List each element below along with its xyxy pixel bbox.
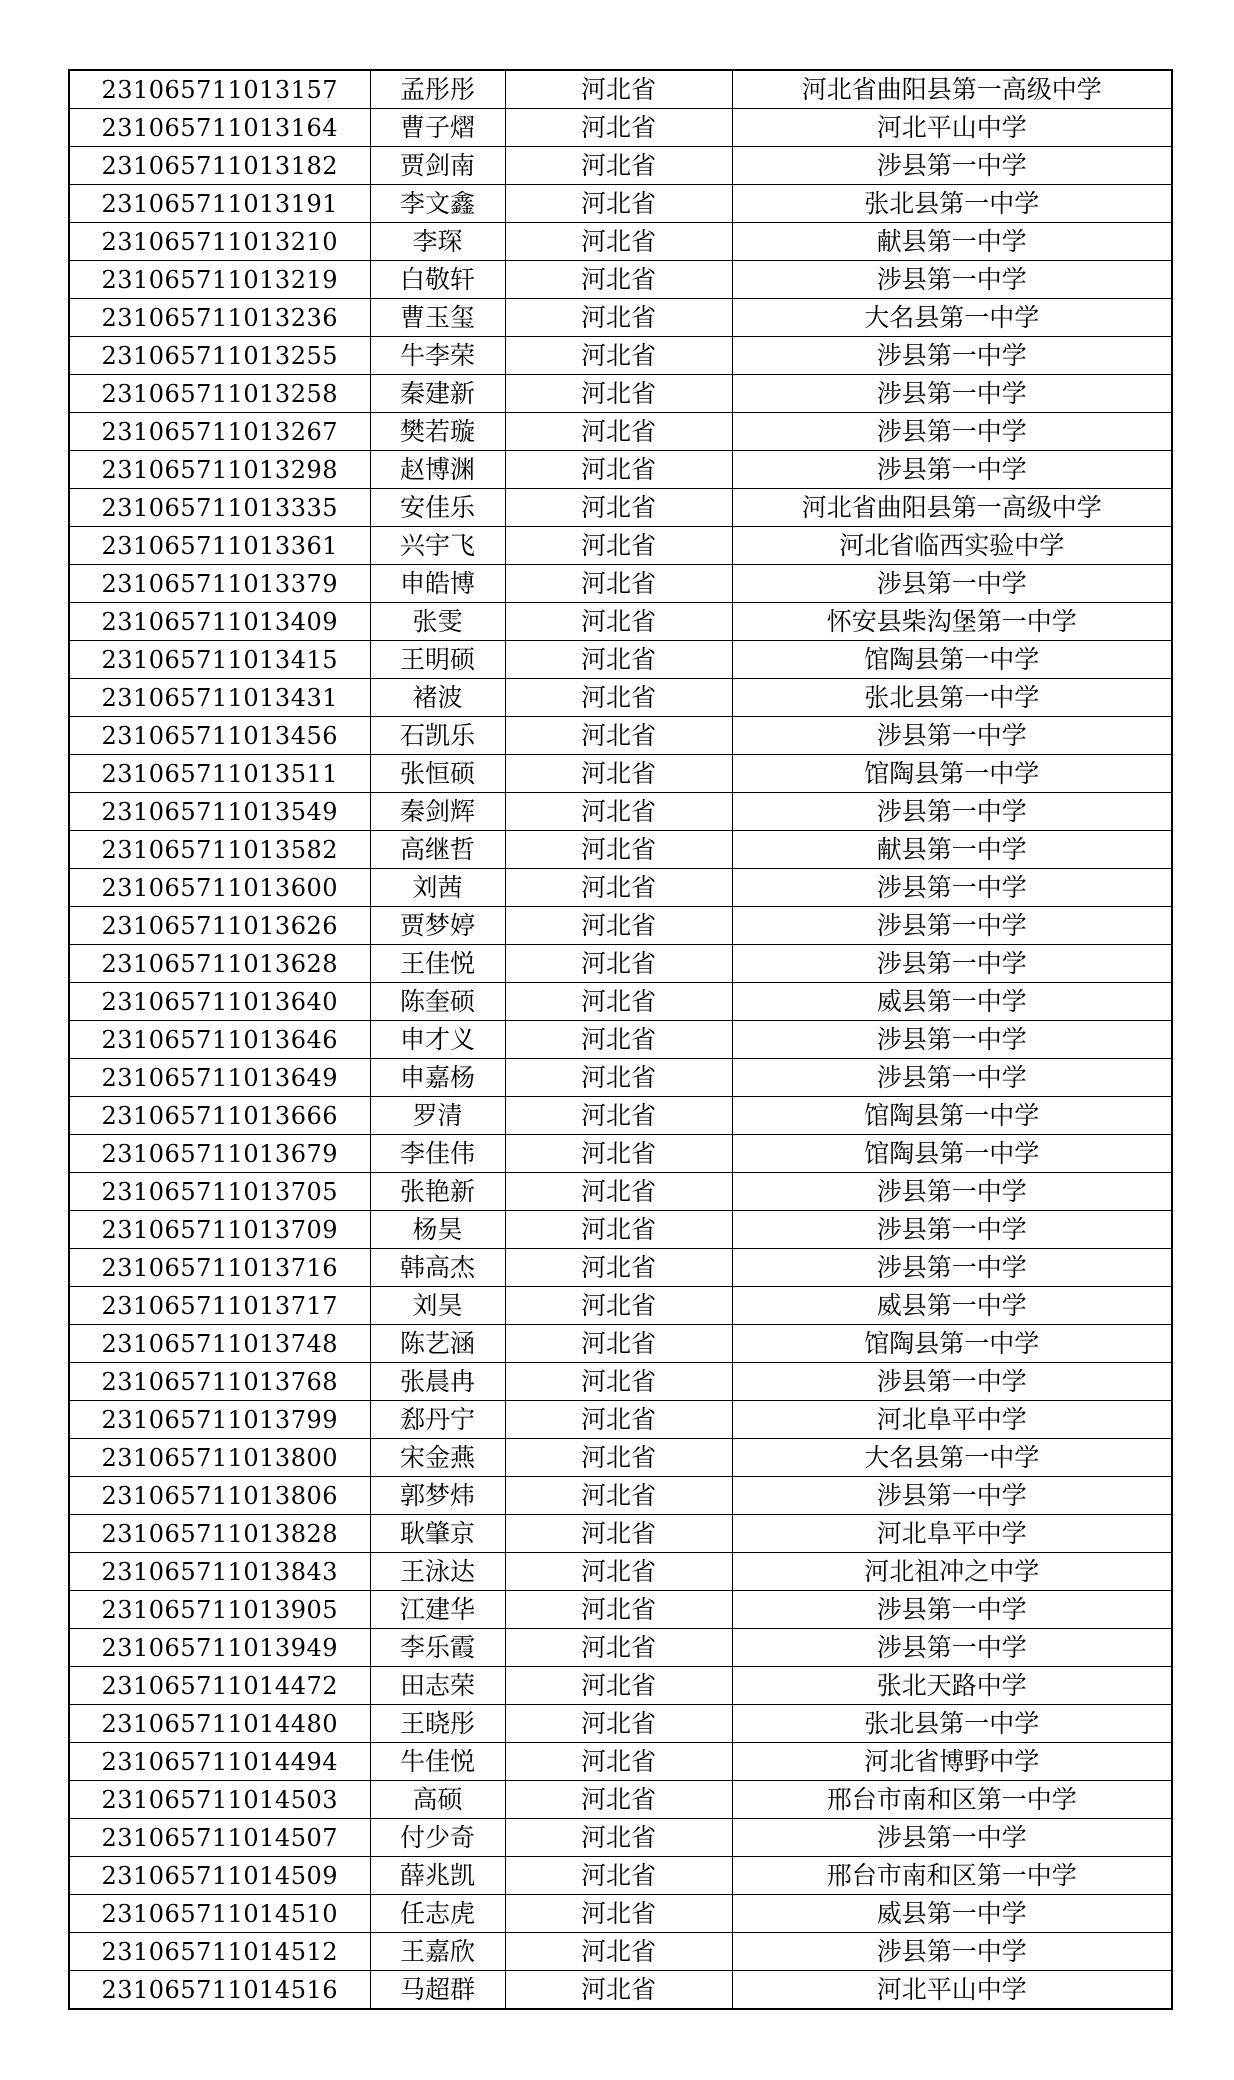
cell-student-name: 张晨冉 — [370, 1363, 505, 1401]
cell-province: 河北省 — [505, 1401, 732, 1439]
cell-province: 河北省 — [505, 1249, 732, 1287]
cell-school: 张北县第一中学 — [732, 679, 1172, 717]
cell-province: 河北省 — [505, 603, 732, 641]
cell-exam-id: 231065711013409 — [69, 603, 370, 641]
cell-student-name: 王泳达 — [370, 1553, 505, 1591]
cell-exam-id: 231065711013164 — [69, 109, 370, 147]
cell-school: 河北祖冲之中学 — [732, 1553, 1172, 1591]
cell-exam-id: 231065711013949 — [69, 1629, 370, 1667]
table-row — [69, 451, 1172, 489]
cell-school: 涉县第一中学 — [732, 1211, 1172, 1249]
cell-student-name: 高硕 — [370, 1781, 505, 1819]
cell-school: 张北天路中学 — [732, 1667, 1172, 1705]
cell-school: 河北省曲阳县第一高级中学 — [732, 70, 1172, 109]
table-row — [69, 413, 1172, 451]
cell-student-name: 白敬轩 — [370, 261, 505, 299]
cell-exam-id: 231065711013258 — [69, 375, 370, 413]
cell-province: 河北省 — [505, 223, 732, 261]
cell-exam-id: 231065711013431 — [69, 679, 370, 717]
cell-exam-id: 231065711013182 — [69, 147, 370, 185]
cell-exam-id: 231065711013640 — [69, 983, 370, 1021]
cell-school: 河北省曲阳县第一高级中学 — [732, 489, 1172, 527]
cell-student-name: 韩高杰 — [370, 1249, 505, 1287]
cell-exam-id: 231065711013335 — [69, 489, 370, 527]
cell-school: 河北平山中学 — [732, 1971, 1172, 2010]
cell-student-name: 申才义 — [370, 1021, 505, 1059]
cell-student-name: 陈奎硕 — [370, 983, 505, 1021]
cell-exam-id: 231065711013716 — [69, 1249, 370, 1287]
cell-student-name: 李文鑫 — [370, 185, 505, 223]
cell-exam-id: 231065711013298 — [69, 451, 370, 489]
cell-school: 馆陶县第一中学 — [732, 1135, 1172, 1173]
cell-student-name: 陈艺涵 — [370, 1325, 505, 1363]
cell-school: 张北县第一中学 — [732, 185, 1172, 223]
table-row — [69, 755, 1172, 793]
cell-student-name: 樊若璇 — [370, 413, 505, 451]
cell-school: 涉县第一中学 — [732, 1249, 1172, 1287]
cell-school: 威县第一中学 — [732, 1287, 1172, 1325]
cell-school: 河北阜平中学 — [732, 1515, 1172, 1553]
cell-province: 河北省 — [505, 1819, 732, 1857]
cell-school: 张北县第一中学 — [732, 1705, 1172, 1743]
cell-student-name: 秦剑辉 — [370, 793, 505, 831]
cell-province: 河北省 — [505, 413, 732, 451]
table-row — [69, 1363, 1172, 1401]
cell-student-name: 耿肇京 — [370, 1515, 505, 1553]
cell-exam-id: 231065711013705 — [69, 1173, 370, 1211]
table-row — [69, 1743, 1172, 1781]
cell-exam-id: 231065711013219 — [69, 261, 370, 299]
cell-student-name: 张雯 — [370, 603, 505, 641]
table-row — [69, 793, 1172, 831]
cell-exam-id: 231065711013210 — [69, 223, 370, 261]
cell-school: 涉县第一中学 — [732, 1591, 1172, 1629]
table-row — [69, 1591, 1172, 1629]
cell-exam-id: 231065711013843 — [69, 1553, 370, 1591]
table-row — [69, 375, 1172, 413]
cell-school: 威县第一中学 — [732, 983, 1172, 1021]
table-row — [69, 261, 1172, 299]
cell-school: 涉县第一中学 — [732, 907, 1172, 945]
table-row — [69, 1173, 1172, 1211]
cell-exam-id: 231065711013236 — [69, 299, 370, 337]
cell-province: 河北省 — [505, 793, 732, 831]
table-row — [69, 1553, 1172, 1591]
cell-school: 馆陶县第一中学 — [732, 641, 1172, 679]
table-row — [69, 1819, 1172, 1857]
cell-school: 涉县第一中学 — [732, 147, 1172, 185]
cell-province: 河北省 — [505, 1021, 732, 1059]
cell-school: 涉县第一中学 — [732, 869, 1172, 907]
cell-exam-id: 231065711014472 — [69, 1667, 370, 1705]
cell-school: 涉县第一中学 — [732, 945, 1172, 983]
table-row — [69, 907, 1172, 945]
cell-exam-id: 231065711013646 — [69, 1021, 370, 1059]
table-row — [69, 1515, 1172, 1553]
cell-student-name: 田志荣 — [370, 1667, 505, 1705]
cell-school: 涉县第一中学 — [732, 1629, 1172, 1667]
cell-province: 河北省 — [505, 109, 732, 147]
cell-province: 河北省 — [505, 1895, 732, 1933]
table-row — [69, 109, 1172, 147]
cell-student-name: 郄丹宁 — [370, 1401, 505, 1439]
cell-province: 河北省 — [505, 1705, 732, 1743]
cell-student-name: 王佳悦 — [370, 945, 505, 983]
cell-province: 河北省 — [505, 1667, 732, 1705]
cell-school: 威县第一中学 — [732, 1895, 1172, 1933]
cell-school: 涉县第一中学 — [732, 261, 1172, 299]
cell-school: 馆陶县第一中学 — [732, 1325, 1172, 1363]
cell-school: 涉县第一中学 — [732, 717, 1172, 755]
cell-exam-id: 231065711013415 — [69, 641, 370, 679]
cell-exam-id: 231065711013768 — [69, 1363, 370, 1401]
table-row — [69, 1895, 1172, 1933]
cell-student-name: 付少奇 — [370, 1819, 505, 1857]
table-row — [69, 1325, 1172, 1363]
table-row — [69, 717, 1172, 755]
cell-exam-id: 231065711013267 — [69, 413, 370, 451]
table-row — [69, 1781, 1172, 1819]
cell-school: 涉县第一中学 — [732, 1477, 1172, 1515]
cell-student-name: 曹玉玺 — [370, 299, 505, 337]
table-row — [69, 1933, 1172, 1971]
cell-province: 河北省 — [505, 1781, 732, 1819]
cell-province: 河北省 — [505, 1173, 732, 1211]
cell-student-name: 牛佳悦 — [370, 1743, 505, 1781]
cell-school: 邢台市南和区第一中学 — [732, 1857, 1172, 1895]
cell-student-name: 刘昊 — [370, 1287, 505, 1325]
cell-school: 涉县第一中学 — [732, 375, 1172, 413]
cell-student-name: 赵博渊 — [370, 451, 505, 489]
table-row — [69, 1629, 1172, 1667]
cell-school: 涉县第一中学 — [732, 337, 1172, 375]
cell-exam-id: 231065711014507 — [69, 1819, 370, 1857]
table-row — [69, 1705, 1172, 1743]
table-row — [69, 1097, 1172, 1135]
cell-province: 河北省 — [505, 1971, 732, 2010]
cell-school: 河北省临西实验中学 — [732, 527, 1172, 565]
table-row — [69, 70, 1172, 109]
cell-exam-id: 231065711013379 — [69, 565, 370, 603]
cell-province: 河北省 — [505, 1743, 732, 1781]
cell-exam-id: 231065711013800 — [69, 1439, 370, 1477]
table-row — [69, 1135, 1172, 1173]
cell-exam-id: 231065711013905 — [69, 1591, 370, 1629]
table-row — [69, 1249, 1172, 1287]
cell-province: 河北省 — [505, 945, 732, 983]
cell-school: 涉县第一中学 — [732, 1059, 1172, 1097]
cell-province: 河北省 — [505, 565, 732, 603]
cell-province: 河北省 — [505, 261, 732, 299]
cell-exam-id: 231065711013649 — [69, 1059, 370, 1097]
cell-school: 涉县第一中学 — [732, 1173, 1172, 1211]
table-row — [69, 831, 1172, 869]
cell-student-name: 刘茜 — [370, 869, 505, 907]
cell-school: 涉县第一中学 — [732, 1363, 1172, 1401]
table-row — [69, 147, 1172, 185]
cell-student-name: 王晓彤 — [370, 1705, 505, 1743]
cell-exam-id: 231065711014510 — [69, 1895, 370, 1933]
cell-province: 河北省 — [505, 70, 732, 109]
cell-exam-id: 231065711013511 — [69, 755, 370, 793]
cell-student-name: 贾剑南 — [370, 147, 505, 185]
cell-exam-id: 231065711013191 — [69, 185, 370, 223]
cell-school: 涉县第一中学 — [732, 1021, 1172, 1059]
cell-province: 河北省 — [505, 451, 732, 489]
cell-province: 河北省 — [505, 679, 732, 717]
cell-student-name: 贾梦婷 — [370, 907, 505, 945]
cell-exam-id: 231065711014503 — [69, 1781, 370, 1819]
cell-province: 河北省 — [505, 717, 732, 755]
table-row — [69, 1971, 1172, 2010]
cell-student-name: 杨昊 — [370, 1211, 505, 1249]
table-row — [69, 1477, 1172, 1515]
cell-province: 河北省 — [505, 831, 732, 869]
table-row — [69, 983, 1172, 1021]
table-row — [69, 185, 1172, 223]
table-row — [69, 527, 1172, 565]
cell-province: 河北省 — [505, 1591, 732, 1629]
cell-province: 河北省 — [505, 489, 732, 527]
table-row — [69, 565, 1172, 603]
cell-province: 河北省 — [505, 1515, 732, 1553]
cell-student-name: 安佳乐 — [370, 489, 505, 527]
cell-school: 邢台市南和区第一中学 — [732, 1781, 1172, 1819]
cell-province: 河北省 — [505, 983, 732, 1021]
cell-province: 河北省 — [505, 1363, 732, 1401]
cell-exam-id: 231065711013748 — [69, 1325, 370, 1363]
cell-school: 河北平山中学 — [732, 109, 1172, 147]
cell-school: 河北阜平中学 — [732, 1401, 1172, 1439]
cell-province: 河北省 — [505, 1211, 732, 1249]
cell-province: 河北省 — [505, 1097, 732, 1135]
cell-student-name: 曹子熠 — [370, 109, 505, 147]
cell-student-name: 申皓博 — [370, 565, 505, 603]
cell-province: 河北省 — [505, 375, 732, 413]
table-row — [69, 223, 1172, 261]
roster-table — [68, 69, 1173, 2010]
table-row — [69, 1059, 1172, 1097]
cell-school: 大名县第一中学 — [732, 299, 1172, 337]
cell-school: 涉县第一中学 — [732, 1819, 1172, 1857]
cell-province: 河北省 — [505, 185, 732, 223]
cell-student-name: 申嘉杨 — [370, 1059, 505, 1097]
cell-exam-id: 231065711013799 — [69, 1401, 370, 1439]
cell-province: 河北省 — [505, 337, 732, 375]
cell-province: 河北省 — [505, 1135, 732, 1173]
cell-school: 涉县第一中学 — [732, 451, 1172, 489]
cell-province: 河北省 — [505, 527, 732, 565]
table-row — [69, 869, 1172, 907]
cell-province: 河北省 — [505, 1857, 732, 1895]
cell-exam-id: 231065711013157 — [69, 70, 370, 109]
cell-student-name: 兴宇飞 — [370, 527, 505, 565]
cell-province: 河北省 — [505, 641, 732, 679]
cell-student-name: 宋金燕 — [370, 1439, 505, 1477]
cell-student-name: 马超群 — [370, 1971, 505, 2010]
cell-school: 涉县第一中学 — [732, 793, 1172, 831]
roster-table-body — [69, 70, 1172, 2009]
cell-province: 河北省 — [505, 1059, 732, 1097]
cell-student-name: 郭梦炜 — [370, 1477, 505, 1515]
cell-student-name: 江建华 — [370, 1591, 505, 1629]
cell-province: 河北省 — [505, 1933, 732, 1971]
cell-exam-id: 231065711013828 — [69, 1515, 370, 1553]
cell-student-name: 王明硕 — [370, 641, 505, 679]
cell-exam-id: 231065711014512 — [69, 1933, 370, 1971]
cell-student-name: 薛兆凯 — [370, 1857, 505, 1895]
cell-exam-id: 231065711013626 — [69, 907, 370, 945]
cell-student-name: 李佳伟 — [370, 1135, 505, 1173]
cell-province: 河北省 — [505, 147, 732, 185]
cell-school: 大名县第一中学 — [732, 1439, 1172, 1477]
cell-student-name: 褚波 — [370, 679, 505, 717]
cell-province: 河北省 — [505, 1553, 732, 1591]
cell-exam-id: 231065711013628 — [69, 945, 370, 983]
cell-student-name: 王嘉欣 — [370, 1933, 505, 1971]
cell-exam-id: 231065711013600 — [69, 869, 370, 907]
cell-exam-id: 231065711014480 — [69, 1705, 370, 1743]
cell-province: 河北省 — [505, 869, 732, 907]
cell-exam-id: 231065711013549 — [69, 793, 370, 831]
cell-exam-id: 231065711014494 — [69, 1743, 370, 1781]
cell-student-name: 罗清 — [370, 1097, 505, 1135]
table-row — [69, 1401, 1172, 1439]
cell-student-name: 牛李荣 — [370, 337, 505, 375]
table-row — [69, 641, 1172, 679]
cell-school: 河北省博野中学 — [732, 1743, 1172, 1781]
cell-exam-id: 231065711013456 — [69, 717, 370, 755]
cell-student-name: 秦建新 — [370, 375, 505, 413]
cell-school: 怀安县柴沟堡第一中学 — [732, 603, 1172, 641]
cell-exam-id: 231065711013679 — [69, 1135, 370, 1173]
cell-exam-id: 231065711013709 — [69, 1211, 370, 1249]
cell-exam-id: 231065711013582 — [69, 831, 370, 869]
table-row — [69, 337, 1172, 375]
cell-province: 河北省 — [505, 299, 732, 337]
cell-school: 涉县第一中学 — [732, 413, 1172, 451]
cell-school: 馆陶县第一中学 — [732, 755, 1172, 793]
cell-student-name: 高继哲 — [370, 831, 505, 869]
table-row — [69, 1211, 1172, 1249]
cell-student-name: 石凯乐 — [370, 717, 505, 755]
table-row — [69, 1439, 1172, 1477]
cell-school: 馆陶县第一中学 — [732, 1097, 1172, 1135]
cell-province: 河北省 — [505, 1439, 732, 1477]
cell-province: 河北省 — [505, 1477, 732, 1515]
cell-student-name: 张恒硕 — [370, 755, 505, 793]
cell-exam-id: 231065711013806 — [69, 1477, 370, 1515]
cell-exam-id: 231065711013361 — [69, 527, 370, 565]
cell-province: 河北省 — [505, 1629, 732, 1667]
table-row — [69, 603, 1172, 641]
cell-exam-id: 231065711013255 — [69, 337, 370, 375]
cell-school: 献县第一中学 — [732, 223, 1172, 261]
cell-province: 河北省 — [505, 755, 732, 793]
table-row — [69, 489, 1172, 527]
cell-exam-id: 231065711013717 — [69, 1287, 370, 1325]
table-row — [69, 1021, 1172, 1059]
cell-exam-id: 231065711014509 — [69, 1857, 370, 1895]
cell-student-name: 孟彤彤 — [370, 70, 505, 109]
cell-province: 河北省 — [505, 1325, 732, 1363]
cell-student-name: 任志虎 — [370, 1895, 505, 1933]
cell-student-name: 张艳新 — [370, 1173, 505, 1211]
cell-exam-id: 231065711014516 — [69, 1971, 370, 2010]
cell-province: 河北省 — [505, 1287, 732, 1325]
cell-school: 涉县第一中学 — [732, 1933, 1172, 1971]
cell-student-name: 李乐霞 — [370, 1629, 505, 1667]
cell-school: 涉县第一中学 — [732, 565, 1172, 603]
table-row — [69, 1667, 1172, 1705]
table-row — [69, 1287, 1172, 1325]
table-row — [69, 679, 1172, 717]
cell-province: 河北省 — [505, 907, 732, 945]
table-row — [69, 945, 1172, 983]
table-row — [69, 299, 1172, 337]
cell-school: 献县第一中学 — [732, 831, 1172, 869]
cell-student-name: 李琛 — [370, 223, 505, 261]
table-row — [69, 1857, 1172, 1895]
cell-exam-id: 231065711013666 — [69, 1097, 370, 1135]
